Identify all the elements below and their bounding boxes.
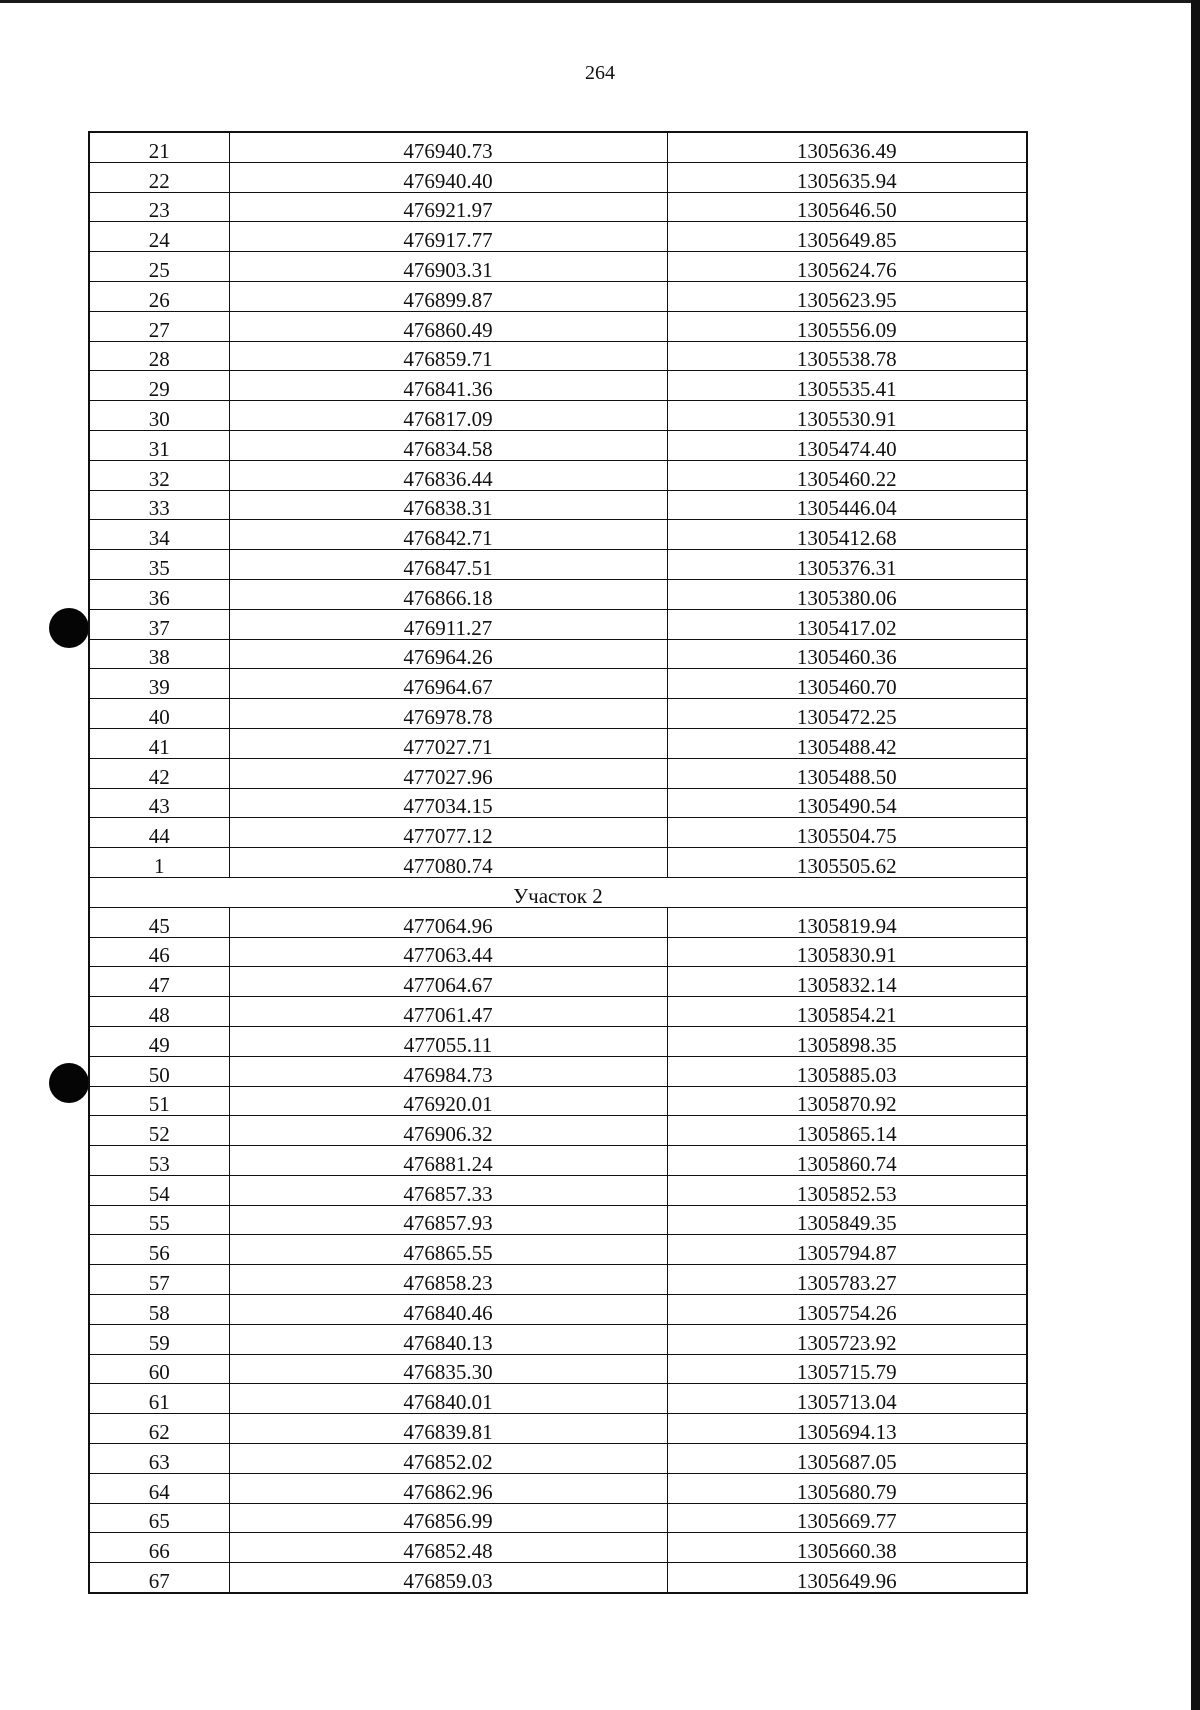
x-coordinate-cell: 477034.15 — [229, 788, 667, 818]
point-number-cell: 41 — [89, 728, 229, 758]
y-coordinate-cell: 1305870.92 — [667, 1086, 1027, 1116]
point-number-cell: 24 — [89, 222, 229, 252]
point-number-cell: 21 — [89, 132, 229, 162]
punch-hole-mark — [49, 1063, 89, 1103]
table-row — [89, 1056, 1027, 1086]
x-coordinate-cell: 476866.18 — [229, 579, 667, 609]
x-coordinate-cell: 477064.96 — [229, 907, 667, 937]
x-coordinate-cell: 476840.46 — [229, 1295, 667, 1325]
table-row — [89, 848, 1027, 878]
y-coordinate-cell: 1305649.96 — [667, 1563, 1027, 1593]
y-coordinate-cell: 1305623.95 — [667, 281, 1027, 311]
point-number-cell: 32 — [89, 460, 229, 490]
y-coordinate-cell: 1305783.27 — [667, 1265, 1027, 1295]
y-coordinate-cell: 1305715.79 — [667, 1354, 1027, 1384]
table-row — [89, 371, 1027, 401]
table-row — [89, 1533, 1027, 1563]
point-number-cell: 51 — [89, 1086, 229, 1116]
point-number-cell: 36 — [89, 579, 229, 609]
x-coordinate-cell: 477027.71 — [229, 728, 667, 758]
x-coordinate-cell: 476857.33 — [229, 1175, 667, 1205]
point-number-cell: 35 — [89, 550, 229, 580]
x-coordinate-cell: 476840.13 — [229, 1324, 667, 1354]
point-number-cell: 53 — [89, 1146, 229, 1176]
y-coordinate-cell: 1305852.53 — [667, 1175, 1027, 1205]
x-coordinate-cell: 476921.97 — [229, 192, 667, 222]
y-coordinate-cell: 1305694.13 — [667, 1414, 1027, 1444]
x-coordinate-cell: 476865.55 — [229, 1235, 667, 1265]
x-coordinate-cell: 476817.09 — [229, 401, 667, 431]
y-coordinate-cell: 1305649.85 — [667, 222, 1027, 252]
scan-edge-top — [0, 0, 1200, 3]
table-row — [89, 937, 1027, 967]
point-number-cell: 62 — [89, 1414, 229, 1444]
y-coordinate-cell: 1305538.78 — [667, 341, 1027, 371]
x-coordinate-cell: 477063.44 — [229, 937, 667, 967]
y-coordinate-cell: 1305865.14 — [667, 1116, 1027, 1146]
table-row — [89, 162, 1027, 192]
y-coordinate-cell: 1305472.25 — [667, 699, 1027, 729]
x-coordinate-cell: 476899.87 — [229, 281, 667, 311]
point-number-cell: 61 — [89, 1384, 229, 1414]
table-row — [89, 222, 1027, 252]
table-row — [89, 967, 1027, 997]
table-row — [89, 1444, 1027, 1474]
point-number-cell: 42 — [89, 758, 229, 788]
table-row — [89, 758, 1027, 788]
point-number-cell: 46 — [89, 937, 229, 967]
point-number-cell: 63 — [89, 1444, 229, 1474]
table-row — [89, 1175, 1027, 1205]
y-coordinate-cell: 1305849.35 — [667, 1205, 1027, 1235]
x-coordinate-cell: 476841.36 — [229, 371, 667, 401]
y-coordinate-cell: 1305713.04 — [667, 1384, 1027, 1414]
y-coordinate-cell: 1305376.31 — [667, 550, 1027, 580]
table-row — [89, 609, 1027, 639]
table-row — [89, 1026, 1027, 1056]
y-coordinate-cell: 1305898.35 — [667, 1026, 1027, 1056]
point-number-cell: 49 — [89, 1026, 229, 1056]
x-coordinate-cell: 476858.23 — [229, 1265, 667, 1295]
table-row — [89, 1116, 1027, 1146]
x-coordinate-cell: 476859.03 — [229, 1563, 667, 1593]
x-coordinate-cell: 476852.48 — [229, 1533, 667, 1563]
y-coordinate-cell: 1305669.77 — [667, 1503, 1027, 1533]
x-coordinate-cell: 477061.47 — [229, 997, 667, 1027]
table-row — [89, 341, 1027, 371]
x-coordinate-cell: 476834.58 — [229, 430, 667, 460]
point-number-cell: 54 — [89, 1175, 229, 1205]
y-coordinate-cell: 1305556.09 — [667, 311, 1027, 341]
point-number-cell: 29 — [89, 371, 229, 401]
punch-hole-mark — [49, 608, 89, 648]
table-row — [89, 1473, 1027, 1503]
point-number-cell: 38 — [89, 639, 229, 669]
x-coordinate-cell: 476984.73 — [229, 1056, 667, 1086]
x-coordinate-cell: 476847.51 — [229, 550, 667, 580]
x-coordinate-cell: 476836.44 — [229, 460, 667, 490]
table-row — [89, 1324, 1027, 1354]
page-number: 264 — [585, 62, 615, 84]
table-row — [89, 1235, 1027, 1265]
table-row — [89, 252, 1027, 282]
point-number-cell: 60 — [89, 1354, 229, 1384]
point-number-cell: 22 — [89, 162, 229, 192]
y-coordinate-cell: 1305488.42 — [667, 728, 1027, 758]
y-coordinate-cell: 1305636.49 — [667, 132, 1027, 162]
x-coordinate-cell: 477055.11 — [229, 1026, 667, 1056]
table-row — [89, 1503, 1027, 1533]
x-coordinate-cell: 476964.67 — [229, 669, 667, 699]
y-coordinate-cell: 1305660.38 — [667, 1533, 1027, 1563]
x-coordinate-cell: 476856.99 — [229, 1503, 667, 1533]
scan-edge-right — [1191, 0, 1200, 1710]
point-number-cell: 65 — [89, 1503, 229, 1533]
y-coordinate-cell: 1305417.02 — [667, 609, 1027, 639]
x-coordinate-cell: 477077.12 — [229, 818, 667, 848]
x-coordinate-cell: 476920.01 — [229, 1086, 667, 1116]
point-number-cell: 64 — [89, 1473, 229, 1503]
y-coordinate-cell: 1305380.06 — [667, 579, 1027, 609]
point-number-cell: 30 — [89, 401, 229, 431]
point-number-cell: 34 — [89, 520, 229, 550]
y-coordinate-cell: 1305474.40 — [667, 430, 1027, 460]
x-coordinate-cell: 476835.30 — [229, 1354, 667, 1384]
table-row — [89, 639, 1027, 669]
point-number-cell: 52 — [89, 1116, 229, 1146]
y-coordinate-cell: 1305460.22 — [667, 460, 1027, 490]
table-row — [89, 132, 1027, 162]
x-coordinate-cell: 476852.02 — [229, 1444, 667, 1474]
x-coordinate-cell: 476940.73 — [229, 132, 667, 162]
y-coordinate-cell: 1305412.68 — [667, 520, 1027, 550]
x-coordinate-cell: 476839.81 — [229, 1414, 667, 1444]
table-row — [89, 818, 1027, 848]
table-row — [89, 1414, 1027, 1444]
point-number-cell: 56 — [89, 1235, 229, 1265]
table-row — [89, 1205, 1027, 1235]
section-title: Участок 2 — [89, 877, 1027, 907]
y-coordinate-cell: 1305460.36 — [667, 639, 1027, 669]
point-number-cell: 31 — [89, 430, 229, 460]
x-coordinate-cell: 476840.01 — [229, 1384, 667, 1414]
table-row — [89, 907, 1027, 937]
point-number-cell: 47 — [89, 967, 229, 997]
x-coordinate-cell: 477027.96 — [229, 758, 667, 788]
table-row — [89, 1146, 1027, 1176]
table-row — [89, 490, 1027, 520]
point-number-cell: 40 — [89, 699, 229, 729]
table-row — [89, 192, 1027, 222]
y-coordinate-cell: 1305687.05 — [667, 1444, 1027, 1474]
y-coordinate-cell: 1305754.26 — [667, 1295, 1027, 1325]
x-coordinate-cell: 476940.40 — [229, 162, 667, 192]
x-coordinate-cell: 476906.32 — [229, 1116, 667, 1146]
x-coordinate-cell: 476860.49 — [229, 311, 667, 341]
table-row — [89, 1295, 1027, 1325]
x-coordinate-cell: 476911.27 — [229, 609, 667, 639]
y-coordinate-cell: 1305535.41 — [667, 371, 1027, 401]
y-coordinate-cell: 1305460.70 — [667, 669, 1027, 699]
y-coordinate-cell: 1305530.91 — [667, 401, 1027, 431]
point-number-cell: 27 — [89, 311, 229, 341]
point-number-cell: 1 — [89, 848, 229, 878]
y-coordinate-cell: 1305446.04 — [667, 490, 1027, 520]
y-coordinate-cell: 1305830.91 — [667, 937, 1027, 967]
point-number-cell: 57 — [89, 1265, 229, 1295]
point-number-cell: 59 — [89, 1324, 229, 1354]
section-header-row — [89, 877, 1027, 907]
table-row — [89, 1086, 1027, 1116]
point-number-cell: 37 — [89, 609, 229, 639]
y-coordinate-cell: 1305832.14 — [667, 967, 1027, 997]
table-row — [89, 788, 1027, 818]
table-row — [89, 997, 1027, 1027]
table-row — [89, 579, 1027, 609]
point-number-cell: 66 — [89, 1533, 229, 1563]
point-number-cell: 43 — [89, 788, 229, 818]
y-coordinate-cell: 1305624.76 — [667, 252, 1027, 282]
table-row — [89, 401, 1027, 431]
x-coordinate-cell: 476964.26 — [229, 639, 667, 669]
y-coordinate-cell: 1305646.50 — [667, 192, 1027, 222]
coordinates-table-body — [89, 132, 1027, 1593]
point-number-cell: 45 — [89, 907, 229, 937]
x-coordinate-cell: 476842.71 — [229, 520, 667, 550]
point-number-cell: 58 — [89, 1295, 229, 1325]
point-number-cell: 25 — [89, 252, 229, 282]
point-number-cell: 44 — [89, 818, 229, 848]
y-coordinate-cell: 1305885.03 — [667, 1056, 1027, 1086]
point-number-cell: 26 — [89, 281, 229, 311]
x-coordinate-cell: 476859.71 — [229, 341, 667, 371]
coordinates-table — [88, 131, 1028, 1594]
x-coordinate-cell: 477064.67 — [229, 967, 667, 997]
table-row — [89, 460, 1027, 490]
y-coordinate-cell: 1305680.79 — [667, 1473, 1027, 1503]
y-coordinate-cell: 1305490.54 — [667, 788, 1027, 818]
table-row — [89, 699, 1027, 729]
y-coordinate-cell: 1305488.50 — [667, 758, 1027, 788]
point-number-cell: 50 — [89, 1056, 229, 1086]
y-coordinate-cell: 1305819.94 — [667, 907, 1027, 937]
y-coordinate-cell: 1305860.74 — [667, 1146, 1027, 1176]
point-number-cell: 48 — [89, 997, 229, 1027]
x-coordinate-cell: 476903.31 — [229, 252, 667, 282]
y-coordinate-cell: 1305505.62 — [667, 848, 1027, 878]
y-coordinate-cell: 1305504.75 — [667, 818, 1027, 848]
x-coordinate-cell: 476917.77 — [229, 222, 667, 252]
table-row — [89, 430, 1027, 460]
x-coordinate-cell: 476978.78 — [229, 699, 667, 729]
point-number-cell: 33 — [89, 490, 229, 520]
x-coordinate-cell: 477080.74 — [229, 848, 667, 878]
point-number-cell: 55 — [89, 1205, 229, 1235]
x-coordinate-cell: 476881.24 — [229, 1146, 667, 1176]
table-row — [89, 281, 1027, 311]
table-row — [89, 728, 1027, 758]
table-row — [89, 1354, 1027, 1384]
y-coordinate-cell: 1305723.92 — [667, 1324, 1027, 1354]
y-coordinate-cell: 1305854.21 — [667, 997, 1027, 1027]
x-coordinate-cell: 476857.93 — [229, 1205, 667, 1235]
table-row — [89, 1265, 1027, 1295]
table-row — [89, 520, 1027, 550]
table-row — [89, 550, 1027, 580]
point-number-cell: 28 — [89, 341, 229, 371]
point-number-cell: 67 — [89, 1563, 229, 1593]
table-row — [89, 1384, 1027, 1414]
table-row — [89, 669, 1027, 699]
x-coordinate-cell: 476862.96 — [229, 1473, 667, 1503]
x-coordinate-cell: 476838.31 — [229, 490, 667, 520]
y-coordinate-cell: 1305794.87 — [667, 1235, 1027, 1265]
table-row — [89, 311, 1027, 341]
point-number-cell: 39 — [89, 669, 229, 699]
table-row — [89, 1563, 1027, 1593]
y-coordinate-cell: 1305635.94 — [667, 162, 1027, 192]
point-number-cell: 23 — [89, 192, 229, 222]
